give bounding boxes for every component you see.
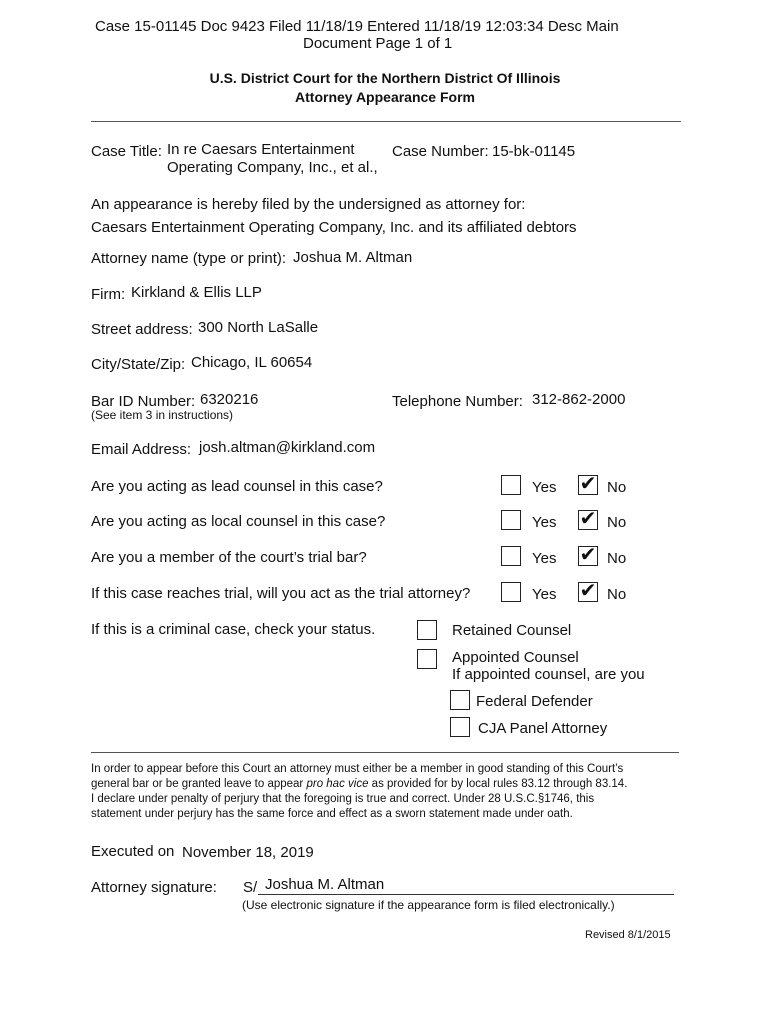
lead-counsel-no-checkbox[interactable]: ✔ <box>579 473 597 495</box>
federal-defender-checkbox[interactable] <box>450 690 470 710</box>
cja-panel-checkbox[interactable] <box>450 717 470 737</box>
question-local-counsel: Are you acting as local counsel in this case? <box>91 513 386 530</box>
criminal-status-prompt: If this is a criminal case, check your status. <box>91 621 376 638</box>
city-label: City/State/Zip: <box>91 356 186 373</box>
case-number[interactable]: 15-bk-01145 <box>492 143 576 160</box>
signature-name[interactable]: Joshua M. Altman <box>265 876 385 893</box>
trial-attorney-yes-label: Yes <box>532 586 557 603</box>
case-title-line1[interactable]: In re Caesars Entertainment <box>167 141 355 158</box>
declaration-line4: statement under perjury has the same force and effect as a sworn statement made under oath. <box>91 808 573 820</box>
bar-id-number[interactable]: 6320216 <box>200 391 259 408</box>
firm-name[interactable]: Kirkland & Ellis LLP <box>131 284 262 301</box>
trial-attorney-no-label: No <box>607 586 627 603</box>
docket-header-line1: Case 15-01145 Doc 9423 Filed 11/18/19 Entered 11/18/19 12:03:34 Desc Main <box>95 18 619 35</box>
declaration-line2a: general bar or be granted leave to appear <box>91 778 307 790</box>
trial-bar-yes-checkbox[interactable] <box>501 546 521 566</box>
signature-note: (Use electronic signature if the appearance form is filed electronically.) <box>242 898 615 912</box>
trial-attorney-no-checkbox[interactable]: ✔ <box>579 580 597 602</box>
trial-bar-no-checkbox[interactable]: ✔ <box>579 544 597 566</box>
retained-counsel-label: Retained Counsel <box>452 622 572 639</box>
bar-id-label: Bar ID Number: <box>91 393 196 410</box>
question-trial-bar: Are you a member of the court’s trial bar? <box>91 549 367 566</box>
appointed-counsel-sublabel: If appointed counsel, are you <box>452 666 645 683</box>
declaration-line3: I declare under penalty of perjury that the foregoing is true and correct. Under 28 U.S.C.§1746, this <box>91 793 595 805</box>
docket-header-line2: Document Page 1 of 1 <box>303 35 453 52</box>
signature-label: Attorney signature: <box>91 879 217 896</box>
executed-date[interactable]: November 18, 2019 <box>182 844 314 861</box>
declaration-text <box>91 762 691 822</box>
federal-defender-label: Federal Defender <box>476 693 593 710</box>
top-divider <box>91 121 681 122</box>
local-counsel-yes-checkbox[interactable] <box>501 510 521 530</box>
city-state-zip[interactable]: Chicago, IL 60654 <box>191 354 313 371</box>
declaration-line2 <box>91 777 691 792</box>
declaration-line1: In order to appear before this Court an attorney must either be a member in good standing of this Court’s <box>91 763 624 775</box>
case-title-line2[interactable]: Operating Company, Inc., et al., <box>167 159 378 176</box>
telephone-number[interactable]: 312-862-2000 <box>532 391 626 408</box>
bar-id-note: (See item 3 in instructions) <box>91 408 234 422</box>
case-number-label: Case Number: <box>392 143 489 160</box>
case-title-label: Case Title: <box>91 143 162 160</box>
declaration-line2b: as provided for by local rules 83.12 through 83.14. <box>368 778 628 790</box>
local-counsel-no-label: No <box>607 514 627 531</box>
question-trial-attorney: If this case reaches trial, will you act as the trial attorney? <box>91 585 471 602</box>
lead-counsel-yes-label: Yes <box>532 479 557 496</box>
firm-label: Firm: <box>91 286 126 303</box>
declaration-divider <box>91 752 679 753</box>
appointed-counsel-label: Appointed Counsel <box>452 649 579 666</box>
local-counsel-yes-label: Yes <box>532 514 557 531</box>
form-title: Attorney Appearance Form <box>295 89 475 105</box>
signature-line <box>258 894 674 895</box>
attorney-name-label: Attorney name (type or print): <box>91 250 287 267</box>
trial-bar-no-label: No <box>607 550 627 567</box>
retained-counsel-checkbox[interactable] <box>417 620 437 640</box>
revised-date: Revised 8/1/2015 <box>585 929 671 941</box>
street-label: Street address: <box>91 321 193 338</box>
appearance-statement: An appearance is hereby filed by the undersigned as attorney for: <box>91 196 526 213</box>
lead-counsel-no-label: No <box>607 479 627 496</box>
email-address[interactable]: josh.altman@kirkland.com <box>199 439 376 456</box>
trial-attorney-yes-checkbox[interactable] <box>501 582 521 602</box>
executed-on-label: Executed on <box>91 843 175 860</box>
street-address[interactable]: 300 North LaSalle <box>198 319 319 336</box>
attorney-name[interactable]: Joshua M. Altman <box>293 249 413 266</box>
court-title: U.S. District Court for the Northern District Of Illinois <box>209 70 561 86</box>
signature-prefix: S/ <box>243 879 258 896</box>
client-name[interactable]: Caesars Entertainment Operating Company, Inc. and its affiliated debtors <box>91 219 577 236</box>
question-lead-counsel: Are you acting as lead counsel in this case? <box>91 478 383 495</box>
pro-hac-vice-text: pro hac vice <box>306 778 369 790</box>
telephone-label: Telephone Number: <box>392 393 523 410</box>
local-counsel-no-checkbox[interactable]: ✔ <box>579 508 597 530</box>
appointed-counsel-checkbox[interactable] <box>417 649 437 669</box>
cja-panel-label: CJA Panel Attorney <box>478 720 608 737</box>
email-label: Email Address: <box>91 441 192 458</box>
trial-bar-yes-label: Yes <box>532 550 557 567</box>
lead-counsel-yes-checkbox[interactable] <box>501 475 521 495</box>
